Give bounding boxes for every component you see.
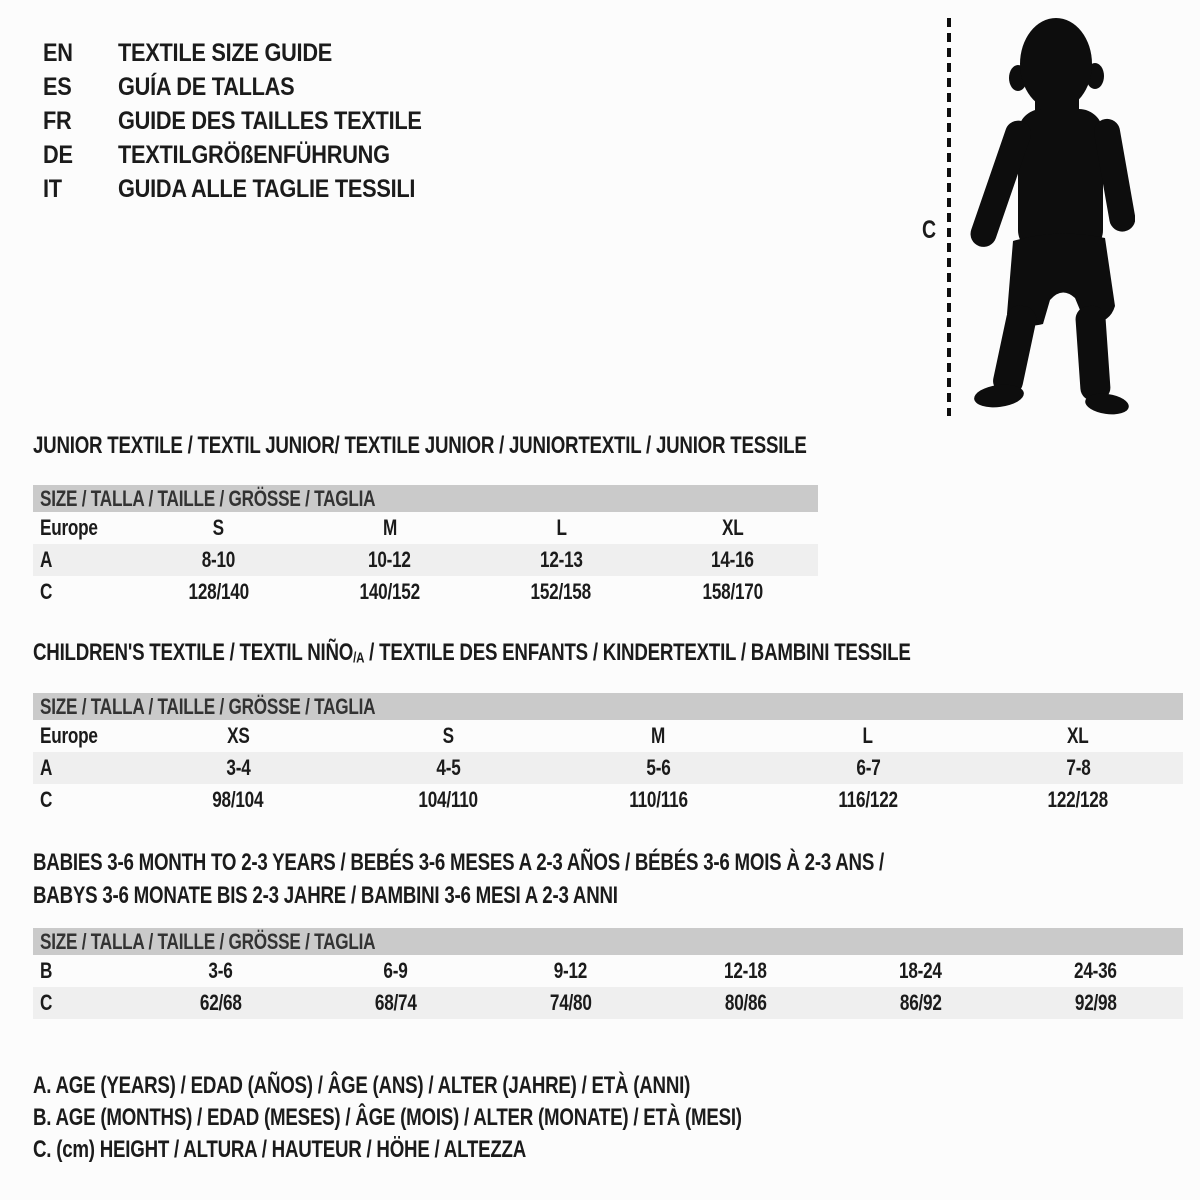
row-label: A [40,755,53,780]
table-value: 6-9 [383,958,408,983]
row-label: B [40,958,53,983]
children-section-title: CHILDREN'S TEXTILE / TEXTIL NIÑO/A / TEXTILE DES ENFANTS / KINDERTEXTIL / BAMBINI TESSILE [33,639,911,667]
table-row-height [33,987,1183,1019]
legend-age-months: B. AGE (MONTHS) / EDAD (MESES) / ÂGE (MOIS) / ALTER (MONATE) / ETÀ (MESI) [33,1104,742,1131]
table-row-age [33,544,818,576]
table-value: 86/92 [899,990,942,1015]
table-value: 6-7 [855,755,881,780]
lang-code: EN [43,39,73,67]
row-label: C [40,990,53,1015]
size-column: XL [1067,723,1089,748]
height-figure [900,0,1200,430]
lang-row-en [43,36,467,70]
language-title-list [43,36,467,206]
row-label: Europe [40,723,98,748]
measurement-legend [33,1070,942,1166]
guide-title-es: GUÍA DE TALLAS [118,73,295,101]
table-value: 92/98 [1074,990,1117,1015]
row-label: C [40,579,53,604]
lang-code: IT [43,175,62,203]
size-column: M [650,723,666,748]
table-value: 116/122 [838,787,898,812]
size-header-bar: SIZE / TALLA / TAILLE / GRÖSSE / TAGLIA [33,928,1183,955]
table-value: 74/80 [549,990,592,1015]
children-size-table [33,693,1183,816]
table-value: 122/128 [1047,787,1109,812]
lang-row-de [43,138,467,172]
table-value: 104/110 [418,787,478,812]
table-value: 3-6 [208,958,233,983]
table-row-height [33,784,1183,816]
size-column: S [213,515,225,540]
table-value: 98/104 [212,787,264,812]
size-column: XS [226,723,250,748]
table-value: 158/170 [702,579,763,604]
table-value: 5-6 [645,755,671,780]
table-value: 128/140 [188,579,249,604]
table-value: 4-5 [435,755,461,780]
guide-title-de: TEXTILGRÖßENFÜHRUNG [118,141,390,169]
lang-row-es [43,70,467,104]
guide-title-en: TEXTILE SIZE GUIDE [118,39,333,67]
size-header-bar: SIZE / TALLA / TAILLE / GRÖSSE / TAGLIA [33,485,818,512]
babies-section-title: BABIES 3-6 MONTH TO 2-3 YEARS / BEBÉS 3-6 MESES A 2-3 AÑOS / BÉBÉS 3-6 MOIS À 2-3 ANS / BABYS 3-6 MONATE BIS 2-3 JAHRE / BAMBINI 3-6 MESI A 2-3 ANNI [33,849,885,909]
table-value: 7-8 [1065,755,1091,780]
row-label: C [40,787,53,812]
table-row-region [33,720,1183,752]
lang-code: ES [43,73,72,101]
size-column: L [862,723,874,748]
height-measure-dashed-line [947,18,951,416]
lang-code: FR [43,107,72,135]
table-value: 14-16 [711,547,754,572]
table-value: 18-24 [899,958,942,983]
table-row-months [33,955,1183,987]
table-value: 140/152 [359,579,421,604]
toddler-silhouette-icon [963,16,1135,418]
legend-age-years: A. AGE (YEARS) / EDAD (AÑOS) / ÂGE (ANS) / ALTER (JAHRE) / ETÀ (ANNI) [33,1072,691,1099]
guide-title-it: GUIDA ALLE TAGLIE TESSILI [118,175,416,203]
lang-code: DE [43,141,73,169]
junior-size-table [33,485,818,608]
size-header-bar: SIZE / TALLA / TAILLE / GRÖSSE / TAGLIA [33,693,1183,720]
table-value: 110/116 [628,787,688,812]
table-value: 3-4 [225,755,251,780]
row-label: A [40,547,53,572]
table-value: 12-13 [539,547,583,572]
guide-title-fr: GUIDE DES TAILLES TEXTILE [118,107,422,135]
table-row-height [33,576,818,608]
table-value: 10-12 [368,547,412,572]
row-label: Europe [40,515,98,540]
table-value: 68/74 [374,990,417,1015]
table-value: 9-12 [553,958,588,983]
lang-row-fr [43,104,467,138]
table-value: 62/68 [199,990,242,1015]
junior-section-title: JUNIOR TEXTILE / TEXTIL JUNIOR/ TEXTILE JUNIOR / JUNIORTEXTIL / JUNIOR TESSILE [33,432,807,459]
size-column: M [382,515,397,540]
table-value: 24-36 [1074,958,1117,983]
babies-size-table [33,928,1183,1019]
table-value: 152/158 [530,579,592,604]
table-value: 80/86 [724,990,767,1015]
height-measure-label: C [922,216,937,244]
lang-row-it [43,172,467,206]
table-value: 8-10 [201,547,236,572]
table-value: 12-18 [724,958,767,983]
size-column: XL [721,515,744,540]
table-row-region [33,512,818,544]
legend-height-cm: C. (cm) HEIGHT / ALTURA / HAUTEUR / HÖHE / ALTEZZA [33,1136,527,1163]
size-column: S [442,723,454,748]
table-row-age [33,752,1183,784]
size-column: L [555,515,567,540]
